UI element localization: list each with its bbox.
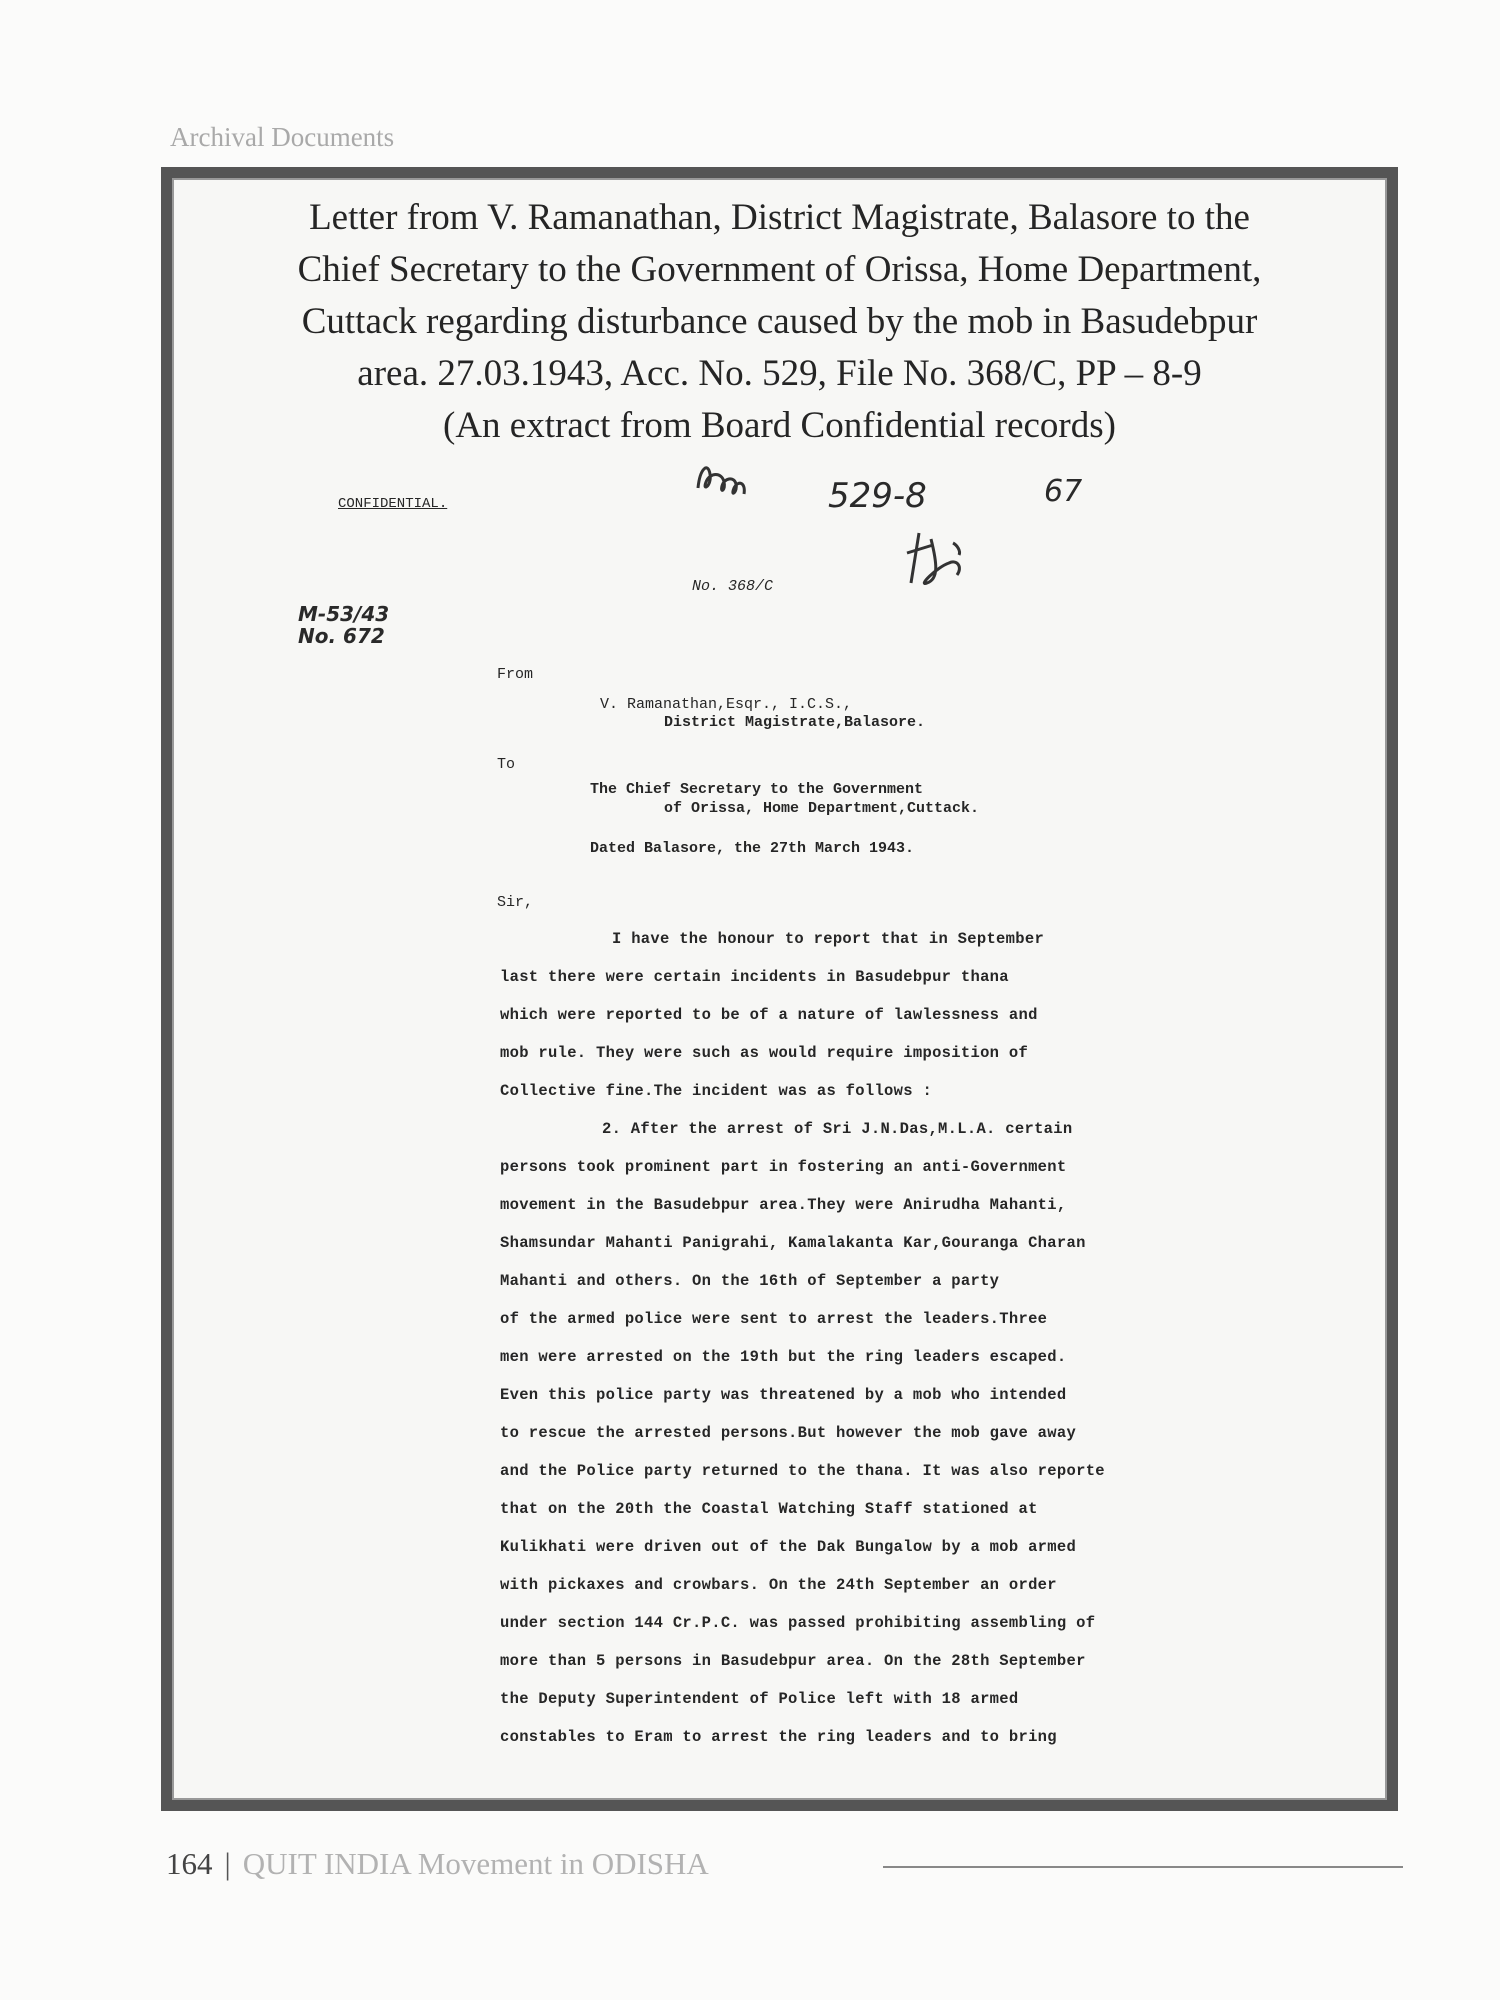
body-line: more than 5 persons in Basudebpur area. On the 28th September: [500, 1652, 1086, 1670]
handwritten-left-annotation: M-53/43 No. 672: [298, 602, 390, 648]
footer-separator: |: [224, 1846, 231, 1881]
page-number: 164: [166, 1846, 213, 1881]
page-footer: [166, 1846, 709, 1882]
body-line: which were reported to be of a nature of lawlessness and: [500, 1006, 1038, 1024]
body-line: last there were certain incidents in Basudebpur thana: [500, 968, 1009, 986]
body-line: the Deputy Superintendent of Police left with 18 armed: [500, 1690, 1019, 1708]
handwritten-initials-mark: [692, 458, 752, 503]
from-label: From: [497, 666, 534, 683]
handwritten-file-annotation: 529-8: [828, 476, 927, 516]
handwritten-initial-signature: [897, 523, 977, 593]
body-line: Kulikhati were driven out of the Dak Bungalow by a mob armed: [500, 1538, 1077, 1556]
to-recipient-line-1: The Chief Secretary to the Government: [590, 781, 924, 798]
handwritten-number-annotation: 67: [1044, 474, 1083, 509]
caption-line: Cuttack regarding disturbance caused by the mob in Basudebpur: [301, 301, 1258, 342]
document-caption: [172, 192, 1387, 452]
body-line: I have the honour to report that in September: [612, 930, 1045, 948]
from-title: District Magistrate,Balasore.: [664, 714, 926, 731]
letter-date: Dated Balasore, the 27th March 1943.: [590, 840, 915, 857]
body-line: Even this police party was threatened by a mob who intended: [500, 1386, 1067, 1404]
body-line: men were arrested on the 19th but the ring leaders escaped.: [500, 1348, 1067, 1366]
caption-line: (An extract from Board Confidential records): [443, 405, 1116, 446]
body-line: mob rule. They were such as would require imposition of: [500, 1044, 1029, 1062]
caption-line: area. 27.03.1943, Acc. No. 529, File No. 368/C, PP – 8-9: [357, 353, 1202, 394]
file-number: No. 368/C: [692, 578, 774, 595]
body-line: under section 144 Cr.P.C. was passed prohibiting assembling of: [500, 1614, 1096, 1632]
body-line: Collective fine.The incident was as follows :: [500, 1082, 933, 1100]
body-line: with pickaxes and crowbars. On the 24th September an order: [500, 1576, 1057, 1594]
from-name: V. Ramanathan,Esqr., I.C.S.,: [600, 696, 853, 713]
body-line: Shamsundar Mahanti Panigrahi, Kamalakanta Kar,Gouranga Charan: [500, 1234, 1086, 1252]
body-line: of the armed police were sent to arrest the leaders.Three: [500, 1310, 1048, 1328]
body-line: Mahanti and others. On the 16th of September a party: [500, 1272, 1000, 1290]
salutation: Sir,: [497, 894, 534, 911]
document-frame: [161, 167, 1398, 1811]
body-line: 2. After the arrest of Sri J.N.Das,M.L.A. certain: [602, 1120, 1073, 1138]
body-line: persons took prominent part in fostering an anti-Government: [500, 1158, 1067, 1176]
body-line: that on the 20th the Coastal Watching Staff stationed at: [500, 1500, 1038, 1518]
confidential-stamp: CONFIDENTIAL.: [338, 496, 448, 512]
body-line: and the Police party returned to the thana. It was also reporte: [500, 1462, 1105, 1480]
caption-line: Letter from V. Ramanathan, District Magistrate, Balasore to the: [309, 197, 1250, 238]
to-recipient-line-2: of Orissa, Home Department,Cuttack.: [664, 800, 980, 817]
book-title: QUIT INDIA Movement in ODISHA: [242, 1846, 709, 1881]
body-line: movement in the Basudebpur area.They were Anirudha Mahanti,: [500, 1196, 1067, 1214]
body-line: constables to Eram to arrest the ring leaders and to bring: [500, 1728, 1057, 1746]
footer-rule: [883, 1866, 1403, 1868]
caption-line: Chief Secretary to the Government of Orissa, Home Department,: [297, 249, 1262, 290]
running-head: Archival Documents: [170, 122, 395, 152]
body-line: to rescue the arrested persons.But however the mob gave away: [500, 1424, 1077, 1442]
to-label: To: [497, 756, 516, 773]
